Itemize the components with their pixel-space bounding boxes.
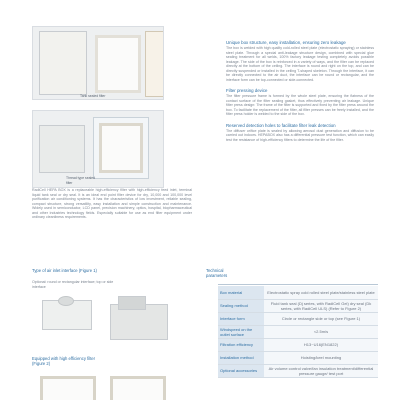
hepa-box-open (145, 31, 164, 97)
section3-title: Reserved detection holes to facilitate filter leak detection (226, 122, 336, 128)
interface-type-title: Type of air inlet interface (Figure 1) (32, 268, 97, 273)
section2-text: The filter pressure frame is formed by the whole steel plate, ensuring the flatness of the contact surface of the filter sealing gasket, thus effectively preventing air leakage. Unique filter press design: The frame of the filter is supported and fixed by the filter press around the box. To facilitate the replacement of the filter, all filter presses can be freely installed, and the filter press holder is welded to the side of the box. (226, 94, 374, 116)
spec-key: Box material (218, 286, 264, 299)
hepa-box-duct (39, 125, 85, 173)
filter-figure (36, 372, 176, 400)
spec-row (218, 338, 378, 351)
photo1-caption: Tank sealed filter (80, 94, 106, 98)
interface-figure (36, 296, 176, 352)
spec-key: Installation method (218, 351, 264, 364)
section2-title: Filter pressing device (226, 88, 268, 93)
hepa-box-body (39, 31, 87, 95)
equipped-filter-title: Equipped with high efficiency filter (Figure 2) (32, 356, 96, 366)
spec-value: Circle or rectangle side or top (see Figure 1) (264, 312, 378, 325)
rect-duct (118, 296, 146, 310)
spec-value: H13~U16(EN1822) (264, 338, 378, 351)
filter-frame-inner (99, 123, 143, 173)
spec-value: Air volume control valve/fan insulation treatment/differential pressure gauge/ test port (264, 364, 378, 377)
spec-key: Windspeed on the outlet surface (218, 325, 264, 338)
spec-value: <2.5m/s (264, 325, 378, 338)
filter-frame (95, 35, 141, 93)
spec-key: Interface form (218, 312, 264, 325)
spec-value: Hoisting/keel mounting (264, 351, 378, 364)
section1-title: Unique box structure, easy installation, ensuring zero leakage (226, 40, 346, 45)
spec-row (218, 299, 378, 312)
thread-sealed-filter-photo (32, 110, 164, 188)
spec-row (218, 351, 378, 364)
spec-key: Optional accessories (218, 364, 264, 377)
technical-rule (218, 284, 378, 285)
product-description: RadiCell HEPA BOX is a replaceable high-efficiency filter with high-efficiency feed inlet, terminal liquid tank seal or dry seal. It is an ideal end point filter device for dry, 10,000 and 100,000 level purification air conditioning systems. It has the characteristics of low investment, reliable sealing, compact structure, strong versatility, easy installation and simple construction and maintenance. Widely used in semiconductor, LCD panel, precision machinery, optics, hospital, biopharmaceutical and other industries technology fields. Especially suitable for use as end filter equipment under ordinary cleanliness requirements. (32, 188, 192, 219)
spec-key: Sealing method (218, 299, 264, 312)
spec-value: Electrostatic spray cold rolled steel plate/stainless steel plate (264, 286, 378, 299)
interface-type-subtitle: Optional: round or rectangular interface; top or side interface (32, 280, 114, 289)
technical-table (218, 286, 378, 378)
spec-row (218, 325, 378, 338)
section3-text: The diffuser orifice plate is sealed by allowing aerosol dust generation and diffusion to be carried out indoors. HEPABOX also has a differential pressure test function, which can easily test the resistance of high-efficiency filters to determine the life of the filter. (226, 128, 374, 142)
spec-row (218, 312, 378, 325)
spec-row (218, 286, 378, 299)
photo2-caption: Thread type sealed filter (66, 176, 96, 185)
round-duct (58, 296, 74, 306)
filter-panel-2 (110, 376, 166, 400)
spec-row (218, 364, 378, 377)
spec-value: Fluid tank seal (Dj series, with RadiCell Gel) dry seal (Dk series, with RadiCell ULS) (Refer to Figure 2) (264, 299, 378, 312)
right-text-column (226, 40, 374, 142)
spec-key: Filtration efficiency (218, 338, 264, 351)
filter-panel-1 (40, 376, 96, 400)
technical-title: Technical parameters (206, 268, 228, 278)
tank-sealed-filter-photo (32, 26, 164, 100)
section1-text: The box is welded with high quality cold-rolled steel plate (electrostatic spraying) or stainless steel plate. Through a special anti-leakage structure design, combined with special glue sealing treatment for all welds, 100% factory leakage testing completely avoids possible leakage. The side of the box is reinforced in a variety of ways, and the filter can be replaced directly at the bottom of the ceiling. The interface is round and right on the top, and can be directly suspended or installed in the ceiling T-shaped skeleton. Through the interface, it can be directly connected to the air duct, the interface can be round or rectangular, and the interface form can be top-connected or side-connected. (226, 46, 374, 82)
